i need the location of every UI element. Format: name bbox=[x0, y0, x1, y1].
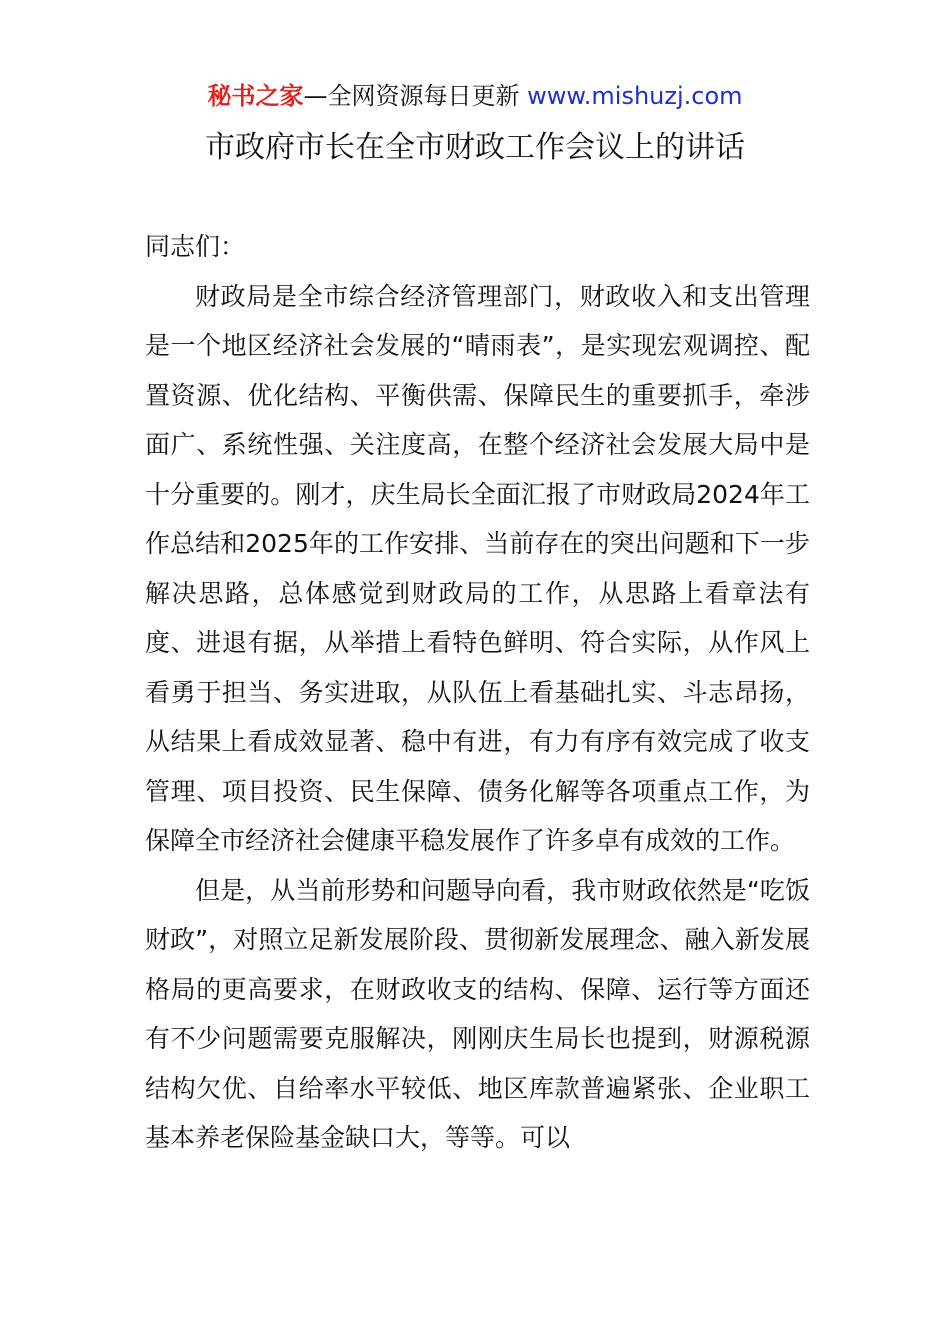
site-url[interactable]: www.mishuzj.com bbox=[527, 82, 743, 110]
salutation: 同志们： bbox=[145, 232, 246, 261]
document-body bbox=[145, 222, 810, 1163]
site-header bbox=[0, 80, 950, 112]
header-tagline: —全网资源每日更新 bbox=[303, 82, 520, 110]
paragraph-2: 但是，从当前形势和问题导向看，我市财政依然是“吃饭财政”，对照立足新发展阶段、贯彻新发展理念、融入新发展格局的更高要求，在财政收支的结构、保障、运行等方面还有不少问题需要克服解决，刚刚庆生局长也提到，财源税源结构欠优、自给率水平较低、地区库款普遍紧张、企业职工基本养老保险基金缺口大，等等。可以 bbox=[145, 875, 810, 1152]
paragraph-1: 财政局是全市综合经济管理部门，财政收入和支出管理是一个地区经济社会发展的“晴雨表”，是实现宏观调控、配置资源、优化结构、平衡供需、保障民生的重要抓手，牵涉面广、系统性强、关注度高，在整个经济社会发展大局中是十分重要的。刚才，庆生局长全面汇报了市财政局2024年工作总结和2025年的工作安排、当前存在的突出问题和下一步解决思路，总体感觉到财政局的工作，从思路上看章法有度、进退有据，从举措上看特色鲜明、符合实际，从作风上看勇于担当、务实进取，从队伍上看基础扎实、斗志昂扬，从结果上看成效显著、稳中有进，有力有序有效完成了收支管理、项目投资、民生保障、债务化解等各项重点工作，为保障全市经济社会健康平稳发展作了许多卓有成效的工作。 bbox=[145, 281, 810, 855]
document-title: 市政府市长在全市财政工作会议上的讲话 bbox=[205, 130, 745, 165]
brand-name: 秘书之家 bbox=[207, 82, 304, 110]
